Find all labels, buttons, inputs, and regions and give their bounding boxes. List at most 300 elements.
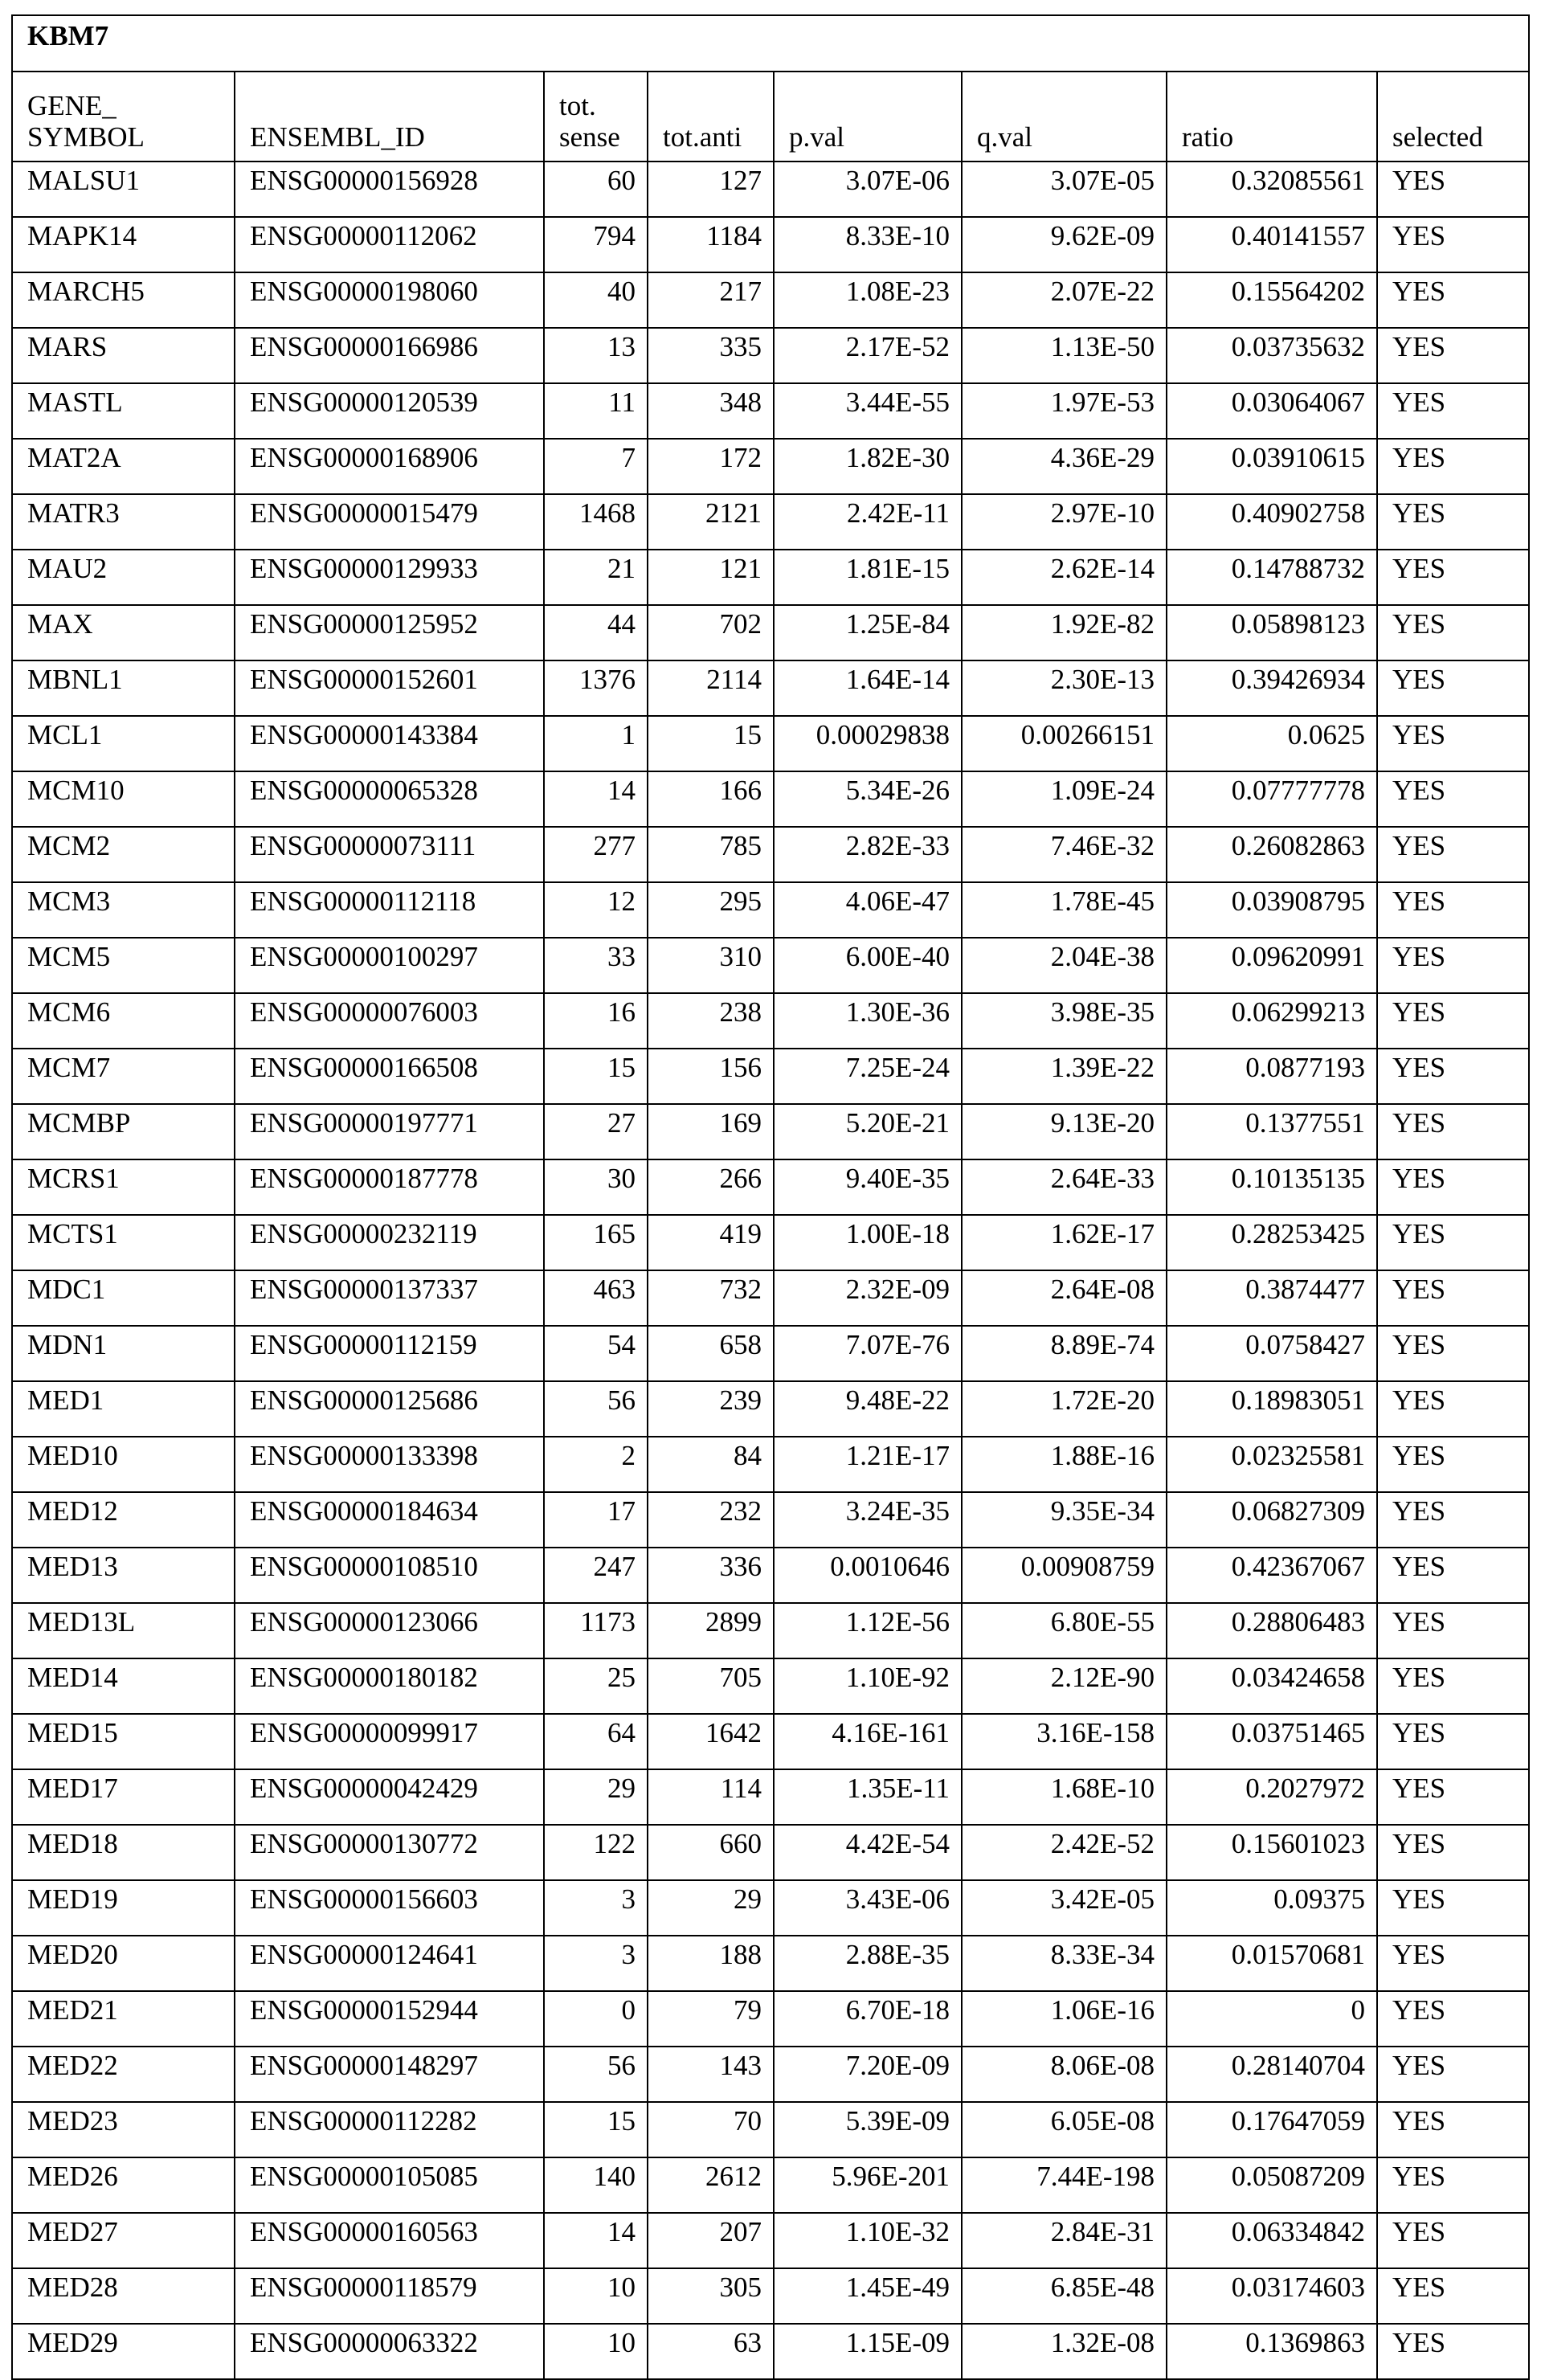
cell-q-val: 9.35E-34 <box>962 1492 1167 1548</box>
cell-p-val: 7.20E-09 <box>774 2047 962 2102</box>
cell-tot-anti: 1184 <box>648 217 774 272</box>
cell-ratio: 0.0877193 <box>1167 1049 1377 1104</box>
cell-selected: YES <box>1377 2213 1529 2268</box>
table-row <box>12 1215 1529 1270</box>
cell-selected: YES <box>1377 1049 1529 1104</box>
table-row <box>12 1270 1529 1326</box>
cell-tot-anti: 127 <box>648 162 774 217</box>
cell-gene-symbol: MED13L <box>12 1603 235 1658</box>
cell-tot-sense: 33 <box>544 938 648 993</box>
cell-tot-anti: 84 <box>648 1437 774 1492</box>
cell-ratio: 0.10135135 <box>1167 1159 1377 1215</box>
cell-selected: YES <box>1377 2047 1529 2102</box>
cell-p-val: 1.00E-18 <box>774 1215 962 1270</box>
cell-tot-sense: 7 <box>544 439 648 494</box>
table-row <box>12 771 1529 827</box>
cell-ensembl-id: ENSG00000166986 <box>235 328 544 383</box>
cell-p-val: 7.07E-76 <box>774 1326 962 1381</box>
cell-p-val: 2.32E-09 <box>774 1270 962 1326</box>
cell-selected: YES <box>1377 1769 1529 1825</box>
cell-selected: YES <box>1377 1381 1529 1437</box>
cell-ratio: 0.18983051 <box>1167 1381 1377 1437</box>
cell-ensembl-id: ENSG00000156928 <box>235 162 544 217</box>
cell-gene-symbol: MCM2 <box>12 827 235 882</box>
table-row <box>12 1381 1529 1437</box>
cell-tot-anti: 232 <box>648 1492 774 1548</box>
cell-selected: YES <box>1377 1991 1529 2047</box>
cell-selected: YES <box>1377 1825 1529 1880</box>
cell-selected: YES <box>1377 2157 1529 2213</box>
cell-q-val: 1.72E-20 <box>962 1381 1167 1437</box>
cell-p-val: 1.81E-15 <box>774 550 962 605</box>
table-row <box>12 1714 1529 1769</box>
cell-ensembl-id: ENSG00000180182 <box>235 1658 544 1714</box>
cell-selected: YES <box>1377 2102 1529 2157</box>
cell-gene-symbol: MED13 <box>12 1548 235 1603</box>
table-row <box>12 1991 1529 2047</box>
cell-p-val: 1.12E-56 <box>774 1603 962 1658</box>
cell-p-val: 4.42E-54 <box>774 1825 962 1880</box>
cell-p-val: 6.70E-18 <box>774 1991 962 2047</box>
cell-gene-symbol: MCMBP <box>12 1104 235 1159</box>
cell-gene-symbol: MED26 <box>12 2157 235 2213</box>
cell-p-val: 1.10E-92 <box>774 1658 962 1714</box>
cell-tot-sense: 27 <box>544 1104 648 1159</box>
cell-gene-symbol: MARCH5 <box>12 272 235 328</box>
cell-ratio: 0.06299213 <box>1167 993 1377 1049</box>
table-row <box>12 1658 1529 1714</box>
table-row <box>12 2268 1529 2324</box>
header-ratio: ratio <box>1167 72 1377 162</box>
cell-ratio: 0.03174603 <box>1167 2268 1377 2324</box>
table-row <box>12 494 1529 550</box>
cell-q-val: 1.39E-22 <box>962 1049 1167 1104</box>
cell-gene-symbol: MDN1 <box>12 1326 235 1381</box>
cell-q-val: 7.44E-198 <box>962 2157 1167 2213</box>
cell-tot-anti: 121 <box>648 550 774 605</box>
cell-ratio: 0.03424658 <box>1167 1658 1377 1714</box>
header-p-val: p.val <box>774 72 962 162</box>
cell-p-val: 2.88E-35 <box>774 1936 962 1991</box>
table-row <box>12 2213 1529 2268</box>
cell-q-val: 1.06E-16 <box>962 1991 1167 2047</box>
cell-tot-anti: 658 <box>648 1326 774 1381</box>
table-row <box>12 1880 1529 1936</box>
cell-tot-anti: 419 <box>648 1215 774 1270</box>
header-tot-sense: tot. sense <box>544 72 648 162</box>
cell-ratio: 0 <box>1167 1991 1377 2047</box>
cell-ratio: 0.3874477 <box>1167 1270 1377 1326</box>
table-row <box>12 2157 1529 2213</box>
cell-ratio: 0.09620991 <box>1167 938 1377 993</box>
table-row <box>12 217 1529 272</box>
cell-gene-symbol: MASTL <box>12 383 235 439</box>
cell-selected: YES <box>1377 383 1529 439</box>
cell-q-val: 2.07E-22 <box>962 272 1167 328</box>
cell-tot-sense: 17 <box>544 1492 648 1548</box>
cell-ensembl-id: ENSG00000042429 <box>235 1769 544 1825</box>
cell-tot-anti: 207 <box>648 2213 774 2268</box>
cell-tot-anti: 732 <box>648 1270 774 1326</box>
cell-ratio: 0.28253425 <box>1167 1215 1377 1270</box>
cell-q-val: 9.62E-09 <box>962 217 1167 272</box>
cell-ratio: 0.28140704 <box>1167 2047 1377 2102</box>
cell-selected: YES <box>1377 494 1529 550</box>
table-row <box>12 1936 1529 1991</box>
cell-gene-symbol: MED14 <box>12 1658 235 1714</box>
cell-tot-sense: 794 <box>544 217 648 272</box>
table-row <box>12 882 1529 938</box>
cell-q-val: 6.80E-55 <box>962 1603 1167 1658</box>
cell-tot-anti: 1642 <box>648 1714 774 1769</box>
table-row <box>12 605 1529 660</box>
table-row <box>12 1159 1529 1215</box>
cell-tot-anti: 702 <box>648 605 774 660</box>
cell-p-val: 1.64E-14 <box>774 660 962 716</box>
cell-ensembl-id: ENSG00000076003 <box>235 993 544 1049</box>
cell-p-val: 4.06E-47 <box>774 882 962 938</box>
cell-tot-sense: 1173 <box>544 1603 648 1658</box>
cell-selected: YES <box>1377 1603 1529 1658</box>
cell-tot-anti: 238 <box>648 993 774 1049</box>
cell-tot-sense: 15 <box>544 1049 648 1104</box>
cell-ratio: 0.03735632 <box>1167 328 1377 383</box>
cell-ensembl-id: ENSG00000105085 <box>235 2157 544 2213</box>
cell-tot-anti: 335 <box>648 328 774 383</box>
cell-tot-sense: 165 <box>544 1215 648 1270</box>
cell-q-val: 0.00266151 <box>962 716 1167 771</box>
cell-selected: YES <box>1377 2324 1529 2379</box>
cell-q-val: 1.78E-45 <box>962 882 1167 938</box>
table-row <box>12 328 1529 383</box>
cell-p-val: 1.35E-11 <box>774 1769 962 1825</box>
cell-tot-sense: 40 <box>544 272 648 328</box>
cell-q-val: 6.05E-08 <box>962 2102 1167 2157</box>
cell-p-val: 3.07E-06 <box>774 162 962 217</box>
cell-gene-symbol: MED18 <box>12 1825 235 1880</box>
cell-q-val: 1.13E-50 <box>962 328 1167 383</box>
cell-ensembl-id: ENSG00000168906 <box>235 439 544 494</box>
table-row <box>12 993 1529 1049</box>
cell-selected: YES <box>1377 1880 1529 1936</box>
cell-ratio: 0.1377551 <box>1167 1104 1377 1159</box>
table-row <box>12 162 1529 217</box>
cell-tot-anti: 63 <box>648 2324 774 2379</box>
cell-ratio: 0.32085561 <box>1167 162 1377 217</box>
cell-p-val: 7.25E-24 <box>774 1049 962 1104</box>
cell-ensembl-id: ENSG00000120539 <box>235 383 544 439</box>
cell-tot-anti: 705 <box>648 1658 774 1714</box>
cell-selected: YES <box>1377 217 1529 272</box>
cell-q-val: 3.07E-05 <box>962 162 1167 217</box>
cell-tot-anti: 310 <box>648 938 774 993</box>
cell-tot-anti: 169 <box>648 1104 774 1159</box>
cell-selected: YES <box>1377 882 1529 938</box>
cell-ensembl-id: ENSG00000100297 <box>235 938 544 993</box>
cell-p-val: 1.82E-30 <box>774 439 962 494</box>
cell-q-val: 2.12E-90 <box>962 1658 1167 1714</box>
cell-ratio: 0.28806483 <box>1167 1603 1377 1658</box>
table-row <box>12 2102 1529 2157</box>
cell-q-val: 1.32E-08 <box>962 2324 1167 2379</box>
cell-tot-anti: 785 <box>648 827 774 882</box>
cell-gene-symbol: MED10 <box>12 1437 235 1492</box>
cell-selected: YES <box>1377 1326 1529 1381</box>
cell-tot-sense: 29 <box>544 1769 648 1825</box>
cell-gene-symbol: MED20 <box>12 1936 235 1991</box>
cell-ensembl-id: ENSG00000065328 <box>235 771 544 827</box>
cell-q-val: 2.97E-10 <box>962 494 1167 550</box>
table-row <box>12 1769 1529 1825</box>
cell-q-val: 2.04E-38 <box>962 938 1167 993</box>
cell-tot-sense: 56 <box>544 1381 648 1437</box>
table-row <box>12 716 1529 771</box>
cell-q-val: 2.30E-13 <box>962 660 1167 716</box>
cell-q-val: 4.36E-29 <box>962 439 1167 494</box>
cell-ensembl-id: ENSG00000133398 <box>235 1437 544 1492</box>
cell-selected: YES <box>1377 827 1529 882</box>
cell-tot-sense: 11 <box>544 383 648 439</box>
cell-tot-sense: 122 <box>544 1825 648 1880</box>
cell-ratio: 0.15564202 <box>1167 272 1377 328</box>
cell-tot-anti: 188 <box>648 1936 774 1991</box>
cell-gene-symbol: MCM5 <box>12 938 235 993</box>
cell-gene-symbol: MED15 <box>12 1714 235 1769</box>
cell-gene-symbol: MED28 <box>12 2268 235 2324</box>
cell-p-val: 5.20E-21 <box>774 1104 962 1159</box>
cell-tot-anti: 29 <box>648 1880 774 1936</box>
cell-gene-symbol: MAPK14 <box>12 217 235 272</box>
cell-tot-anti: 156 <box>648 1049 774 1104</box>
cell-p-val: 5.96E-201 <box>774 2157 962 2213</box>
cell-selected: YES <box>1377 439 1529 494</box>
cell-gene-symbol: MED17 <box>12 1769 235 1825</box>
cell-gene-symbol: MDC1 <box>12 1270 235 1326</box>
cell-ratio: 0.03751465 <box>1167 1714 1377 1769</box>
cell-gene-symbol: MED12 <box>12 1492 235 1548</box>
cell-tot-anti: 79 <box>648 1991 774 2047</box>
cell-ensembl-id: ENSG00000124641 <box>235 1936 544 1991</box>
header-gene-symbol: GENE_ SYMBOL <box>12 72 235 162</box>
cell-p-val: 8.33E-10 <box>774 217 962 272</box>
cell-tot-anti: 2612 <box>648 2157 774 2213</box>
cell-selected: YES <box>1377 938 1529 993</box>
cell-ratio: 0.39426934 <box>1167 660 1377 716</box>
table-row <box>12 550 1529 605</box>
cell-ratio: 0.26082863 <box>1167 827 1377 882</box>
cell-p-val: 9.48E-22 <box>774 1381 962 1437</box>
cell-tot-sense: 2 <box>544 1437 648 1492</box>
cell-p-val: 3.24E-35 <box>774 1492 962 1548</box>
cell-q-val: 1.88E-16 <box>962 1437 1167 1492</box>
cell-gene-symbol: MCL1 <box>12 716 235 771</box>
cell-ratio: 0.06827309 <box>1167 1492 1377 1548</box>
cell-tot-sense: 60 <box>544 162 648 217</box>
cell-q-val: 1.62E-17 <box>962 1215 1167 1270</box>
cell-ratio: 0.07777778 <box>1167 771 1377 827</box>
table-body <box>12 162 1529 2379</box>
cell-ensembl-id: ENSG00000073111 <box>235 827 544 882</box>
cell-ensembl-id: ENSG00000125686 <box>235 1381 544 1437</box>
cell-ensembl-id: ENSG00000112062 <box>235 217 544 272</box>
cell-gene-symbol: MCM3 <box>12 882 235 938</box>
cell-gene-symbol: MED27 <box>12 2213 235 2268</box>
cell-p-val: 1.45E-49 <box>774 2268 962 2324</box>
cell-ensembl-id: ENSG00000118579 <box>235 2268 544 2324</box>
cell-ratio: 0.42367067 <box>1167 1548 1377 1603</box>
cell-tot-anti: 2899 <box>648 1603 774 1658</box>
table-row <box>12 1603 1529 1658</box>
cell-ratio: 0.40902758 <box>1167 494 1377 550</box>
cell-ensembl-id: ENSG00000197771 <box>235 1104 544 1159</box>
table-row <box>12 1548 1529 1603</box>
cell-ratio: 0.03910615 <box>1167 439 1377 494</box>
header-q-val: q.val <box>962 72 1167 162</box>
cell-ratio: 0.09375 <box>1167 1880 1377 1936</box>
cell-selected: YES <box>1377 993 1529 1049</box>
cell-selected: YES <box>1377 162 1529 217</box>
cell-tot-anti: 266 <box>648 1159 774 1215</box>
cell-q-val: 2.64E-33 <box>962 1159 1167 1215</box>
cell-ensembl-id: ENSG00000112282 <box>235 2102 544 2157</box>
cell-selected: YES <box>1377 1270 1529 1326</box>
cell-tot-anti: 660 <box>648 1825 774 1880</box>
cell-tot-sense: 30 <box>544 1159 648 1215</box>
cell-q-val: 8.33E-34 <box>962 1936 1167 1991</box>
cell-gene-symbol: MED23 <box>12 2102 235 2157</box>
cell-tot-sense: 3 <box>544 1936 648 1991</box>
cell-ratio: 0.03908795 <box>1167 882 1377 938</box>
cell-tot-sense: 54 <box>544 1326 648 1381</box>
cell-p-val: 1.30E-36 <box>774 993 962 1049</box>
cell-tot-anti: 305 <box>648 2268 774 2324</box>
cell-gene-symbol: MED1 <box>12 1381 235 1437</box>
cell-ratio: 0.0758427 <box>1167 1326 1377 1381</box>
cell-p-val: 5.39E-09 <box>774 2102 962 2157</box>
cell-ratio: 0.15601023 <box>1167 1825 1377 1880</box>
cell-tot-sense: 21 <box>544 550 648 605</box>
cell-gene-symbol: MAU2 <box>12 550 235 605</box>
cell-p-val: 3.44E-55 <box>774 383 962 439</box>
cell-tot-sense: 25 <box>544 1658 648 1714</box>
cell-ensembl-id: ENSG00000152601 <box>235 660 544 716</box>
header-row <box>12 72 1529 162</box>
cell-selected: YES <box>1377 1714 1529 1769</box>
cell-q-val: 7.46E-32 <box>962 827 1167 882</box>
cell-q-val: 2.42E-52 <box>962 1825 1167 1880</box>
cell-tot-anti: 166 <box>648 771 774 827</box>
cell-selected: YES <box>1377 328 1529 383</box>
cell-gene-symbol: MAT2A <box>12 439 235 494</box>
cell-q-val: 3.42E-05 <box>962 1880 1167 1936</box>
cell-p-val: 6.00E-40 <box>774 938 962 993</box>
cell-tot-sense: 1468 <box>544 494 648 550</box>
cell-gene-symbol: MATR3 <box>12 494 235 550</box>
cell-selected: YES <box>1377 1104 1529 1159</box>
cell-tot-sense: 12 <box>544 882 648 938</box>
cell-selected: YES <box>1377 1437 1529 1492</box>
cell-selected: YES <box>1377 1159 1529 1215</box>
cell-selected: YES <box>1377 660 1529 716</box>
cell-tot-sense: 3 <box>544 1880 648 1936</box>
cell-ratio: 0.06334842 <box>1167 2213 1377 2268</box>
cell-ensembl-id: ENSG00000143384 <box>235 716 544 771</box>
cell-tot-sense: 13 <box>544 328 648 383</box>
cell-gene-symbol: MCTS1 <box>12 1215 235 1270</box>
cell-ratio: 0.01570681 <box>1167 1936 1377 1991</box>
cell-q-val: 3.16E-158 <box>962 1714 1167 1769</box>
cell-q-val: 0.00908759 <box>962 1548 1167 1603</box>
cell-tot-sense: 15 <box>544 2102 648 2157</box>
table-row <box>12 1492 1529 1548</box>
cell-tot-sense: 10 <box>544 2268 648 2324</box>
cell-q-val: 2.62E-14 <box>962 550 1167 605</box>
cell-ensembl-id: ENSG00000187778 <box>235 1159 544 1215</box>
cell-tot-sense: 247 <box>544 1548 648 1603</box>
cell-tot-anti: 336 <box>648 1548 774 1603</box>
cell-selected: YES <box>1377 771 1529 827</box>
table-title: KBM7 <box>12 15 1529 72</box>
cell-ensembl-id: ENSG00000063322 <box>235 2324 544 2379</box>
cell-tot-sense: 10 <box>544 2324 648 2379</box>
cell-selected: YES <box>1377 272 1529 328</box>
cell-ensembl-id: ENSG00000152944 <box>235 1991 544 2047</box>
cell-ensembl-id: ENSG00000108510 <box>235 1548 544 1603</box>
table-row <box>12 1825 1529 1880</box>
cell-selected: YES <box>1377 1658 1529 1714</box>
cell-gene-symbol: MCM6 <box>12 993 235 1049</box>
table-row <box>12 2324 1529 2379</box>
cell-ratio: 0.40141557 <box>1167 217 1377 272</box>
cell-gene-symbol: MCRS1 <box>12 1159 235 1215</box>
cell-selected: YES <box>1377 716 1529 771</box>
cell-ensembl-id: ENSG00000166508 <box>235 1049 544 1104</box>
cell-tot-sense: 140 <box>544 2157 648 2213</box>
cell-p-val: 2.82E-33 <box>774 827 962 882</box>
cell-ensembl-id: ENSG00000123066 <box>235 1603 544 1658</box>
header-tot-anti: tot.anti <box>648 72 774 162</box>
cell-p-val: 2.17E-52 <box>774 328 962 383</box>
cell-selected: YES <box>1377 2268 1529 2324</box>
cell-selected: YES <box>1377 1548 1529 1603</box>
cell-p-val: 3.43E-06 <box>774 1880 962 1936</box>
cell-q-val: 1.09E-24 <box>962 771 1167 827</box>
cell-gene-symbol: MCM7 <box>12 1049 235 1104</box>
cell-p-val: 0.0010646 <box>774 1548 962 1603</box>
table-row <box>12 660 1529 716</box>
table-row <box>12 1326 1529 1381</box>
cell-ensembl-id: ENSG00000232119 <box>235 1215 544 1270</box>
table-row <box>12 383 1529 439</box>
cell-ratio: 0.17647059 <box>1167 2102 1377 2157</box>
cell-ensembl-id: ENSG00000198060 <box>235 272 544 328</box>
gene-table <box>11 14 1530 2380</box>
cell-ratio: 0.0625 <box>1167 716 1377 771</box>
cell-gene-symbol: MED19 <box>12 1880 235 1936</box>
cell-gene-symbol: MED29 <box>12 2324 235 2379</box>
cell-selected: YES <box>1377 605 1529 660</box>
cell-ratio: 0.05087209 <box>1167 2157 1377 2213</box>
cell-gene-symbol: MARS <box>12 328 235 383</box>
cell-tot-sense: 14 <box>544 2213 648 2268</box>
table-row <box>12 827 1529 882</box>
cell-selected: YES <box>1377 550 1529 605</box>
cell-ensembl-id: ENSG00000112118 <box>235 882 544 938</box>
cell-p-val: 9.40E-35 <box>774 1159 962 1215</box>
table-row <box>12 2047 1529 2102</box>
cell-gene-symbol: MAX <box>12 605 235 660</box>
cell-ensembl-id: ENSG00000125952 <box>235 605 544 660</box>
